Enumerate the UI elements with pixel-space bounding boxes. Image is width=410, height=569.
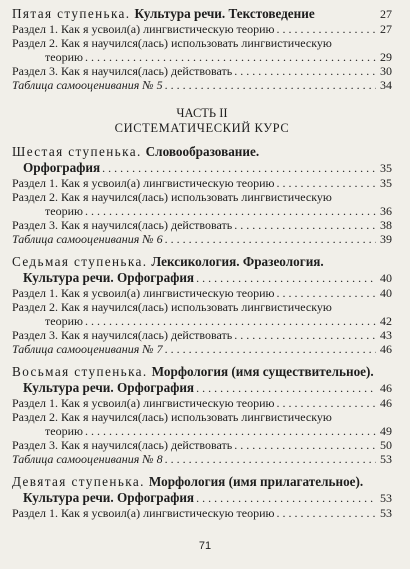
entry-text: Раздел 2. Как я научился(лась) использовать лингвистическую <box>12 36 332 50</box>
entry-continuation: теорию <box>45 314 83 328</box>
toc-entry <box>12 424 392 438</box>
dot-leader <box>234 328 376 342</box>
toc-section-7 <box>12 254 392 356</box>
entry-page: 29 <box>380 50 392 64</box>
toc-entry-text <box>12 36 392 50</box>
part-heading <box>12 106 392 136</box>
step-label: Пятая ступенька. <box>12 6 131 21</box>
entry-text: Раздел 2. Как я научился(лась) использовать лингвистическую <box>12 300 332 314</box>
toc-entry-text <box>12 300 392 314</box>
entry-page: 38 <box>380 218 392 232</box>
entry-page: 43 <box>380 328 392 342</box>
toc-section-9 <box>12 474 392 520</box>
section-heading-continuation <box>12 270 392 286</box>
dot-leader <box>102 160 376 176</box>
toc-entry <box>12 314 392 328</box>
entry-text: Раздел 2. Как я научился(лась) использовать лингвистическую <box>12 410 332 424</box>
dot-leader <box>196 490 376 506</box>
toc-entry <box>12 64 392 78</box>
toc-entry <box>12 328 392 342</box>
page-number: 71 <box>198 540 212 552</box>
entry-text: Раздел 1. Как я усвоил(а) лингвистическую теорию <box>12 396 275 410</box>
entry-page: 40 <box>380 286 392 300</box>
toc-entry <box>12 396 392 410</box>
section-heading-continuation <box>12 160 392 176</box>
entry-page: 27 <box>380 22 392 36</box>
section-heading <box>12 144 392 160</box>
dot-leader <box>234 438 376 452</box>
dot-leader <box>196 380 376 396</box>
toc-entry <box>12 452 392 466</box>
dot-leader <box>277 22 376 36</box>
entry-text: Таблица самооценивания № 7 <box>12 342 163 356</box>
dot-leader <box>277 506 376 520</box>
entry-text: Таблица самооценивания № 6 <box>12 232 163 246</box>
step-label: Седьмая ступенька. <box>12 254 148 269</box>
entry-text: Раздел 1. Как я усвоил(а) лингвистическую теорию <box>12 506 275 520</box>
entry-page: 35 <box>380 176 392 190</box>
entry-text: Таблица самооценивания № 8 <box>12 452 163 466</box>
section-heading <box>12 254 392 270</box>
toc-section-5 <box>12 6 392 92</box>
entry-text: Раздел 1. Как я усвоил(а) лингвистическую теорию <box>12 176 275 190</box>
entry-text: Раздел 1. Как я усвоил(а) лингвистическую теорию <box>12 22 275 36</box>
section-heading-continuation <box>12 380 392 396</box>
entry-text: Раздел 2. Как я научился(лась) использовать лингвистическую <box>12 190 332 204</box>
step-label: Шестая ступенька. <box>12 144 142 159</box>
section-heading <box>12 474 392 490</box>
toc-entry <box>12 204 392 218</box>
toc-entry <box>12 50 392 64</box>
dot-leader <box>277 396 376 410</box>
entry-page: 46 <box>380 396 392 410</box>
section-page: 46 <box>380 381 392 395</box>
toc-entry <box>12 176 392 190</box>
part-label: ЧАСТЬ II <box>176 106 228 120</box>
toc-entry-text <box>12 410 392 424</box>
entry-page: 53 <box>380 452 392 466</box>
dot-leader <box>196 270 376 286</box>
section-heading <box>12 364 392 380</box>
toc-entry <box>12 22 392 36</box>
entry-page: 36 <box>380 204 392 218</box>
dot-leader <box>277 176 376 190</box>
section-title: Словообразование. <box>145 144 260 159</box>
dot-leader <box>165 342 376 356</box>
section-page: 53 <box>380 491 392 505</box>
toc-entry <box>12 342 392 356</box>
dot-leader <box>165 452 376 466</box>
entry-continuation: теорию <box>45 204 83 218</box>
entry-continuation: теорию <box>45 424 83 438</box>
section-heading <box>12 6 392 22</box>
dot-leader <box>234 218 376 232</box>
entry-page: 34 <box>380 78 392 92</box>
section-continuation: Культура речи. Орфография <box>23 380 195 395</box>
entry-continuation: теорию <box>45 50 83 64</box>
dot-leader <box>85 314 376 328</box>
section-continuation: Культура речи. Орфография <box>23 490 195 505</box>
section-heading-continuation <box>12 490 392 506</box>
part-title: СИСТЕМАТИЧЕСКИЙ КУРС <box>114 121 290 135</box>
entry-page: 53 <box>380 506 392 520</box>
entry-page: 46 <box>380 342 392 356</box>
toc-entry <box>12 78 392 92</box>
entry-page: 49 <box>380 424 392 438</box>
section-title: Морфология (имя прилагательное). <box>148 474 364 489</box>
dot-leader <box>277 286 376 300</box>
step-label: Девятая ступенька. <box>12 474 145 489</box>
entry-text: Раздел 3. Как я научился(лась) действовать <box>12 64 233 78</box>
section-title: Морфология (имя существительное). <box>151 364 374 379</box>
dot-leader <box>234 64 376 78</box>
entry-page: 50 <box>380 438 392 452</box>
entry-text: Раздел 3. Как я научился(лась) действовать <box>12 438 233 452</box>
dot-leader <box>85 204 376 218</box>
toc-entry-text <box>12 190 392 204</box>
entry-text: Раздел 1. Как я усвоил(а) лингвистическую теорию <box>12 286 275 300</box>
entry-page: 42 <box>380 314 392 328</box>
dot-leader <box>165 232 376 246</box>
entry-text: Раздел 3. Как я научился(лась) действовать <box>12 218 233 232</box>
toc-entry <box>12 438 392 452</box>
toc-entry <box>12 232 392 246</box>
entry-page: 30 <box>380 64 392 78</box>
toc-section-8 <box>12 364 392 466</box>
section-page: 40 <box>380 271 392 285</box>
toc-entry <box>12 218 392 232</box>
section-title: Культура речи. Текстоведение <box>134 6 315 21</box>
section-continuation: Культура речи. Орфография <box>23 270 195 285</box>
toc-entry <box>12 506 392 520</box>
toc-section-6 <box>12 144 392 246</box>
entry-page: 39 <box>380 232 392 246</box>
dot-leader <box>165 78 376 92</box>
entry-text: Таблица самооценивания № 5 <box>12 78 163 92</box>
section-title: Лексикология. Фразеология. <box>151 254 324 269</box>
dot-leader <box>85 424 376 438</box>
step-label: Восьмая ступенька. <box>12 364 148 379</box>
entry-text: Раздел 3. Как я научился(лась) действовать <box>12 328 233 342</box>
toc-entry <box>12 286 392 300</box>
dot-leader <box>85 50 376 64</box>
section-continuation: Орфография <box>23 160 101 175</box>
section-page: 35 <box>380 161 392 175</box>
section-page: 27 <box>380 7 392 21</box>
